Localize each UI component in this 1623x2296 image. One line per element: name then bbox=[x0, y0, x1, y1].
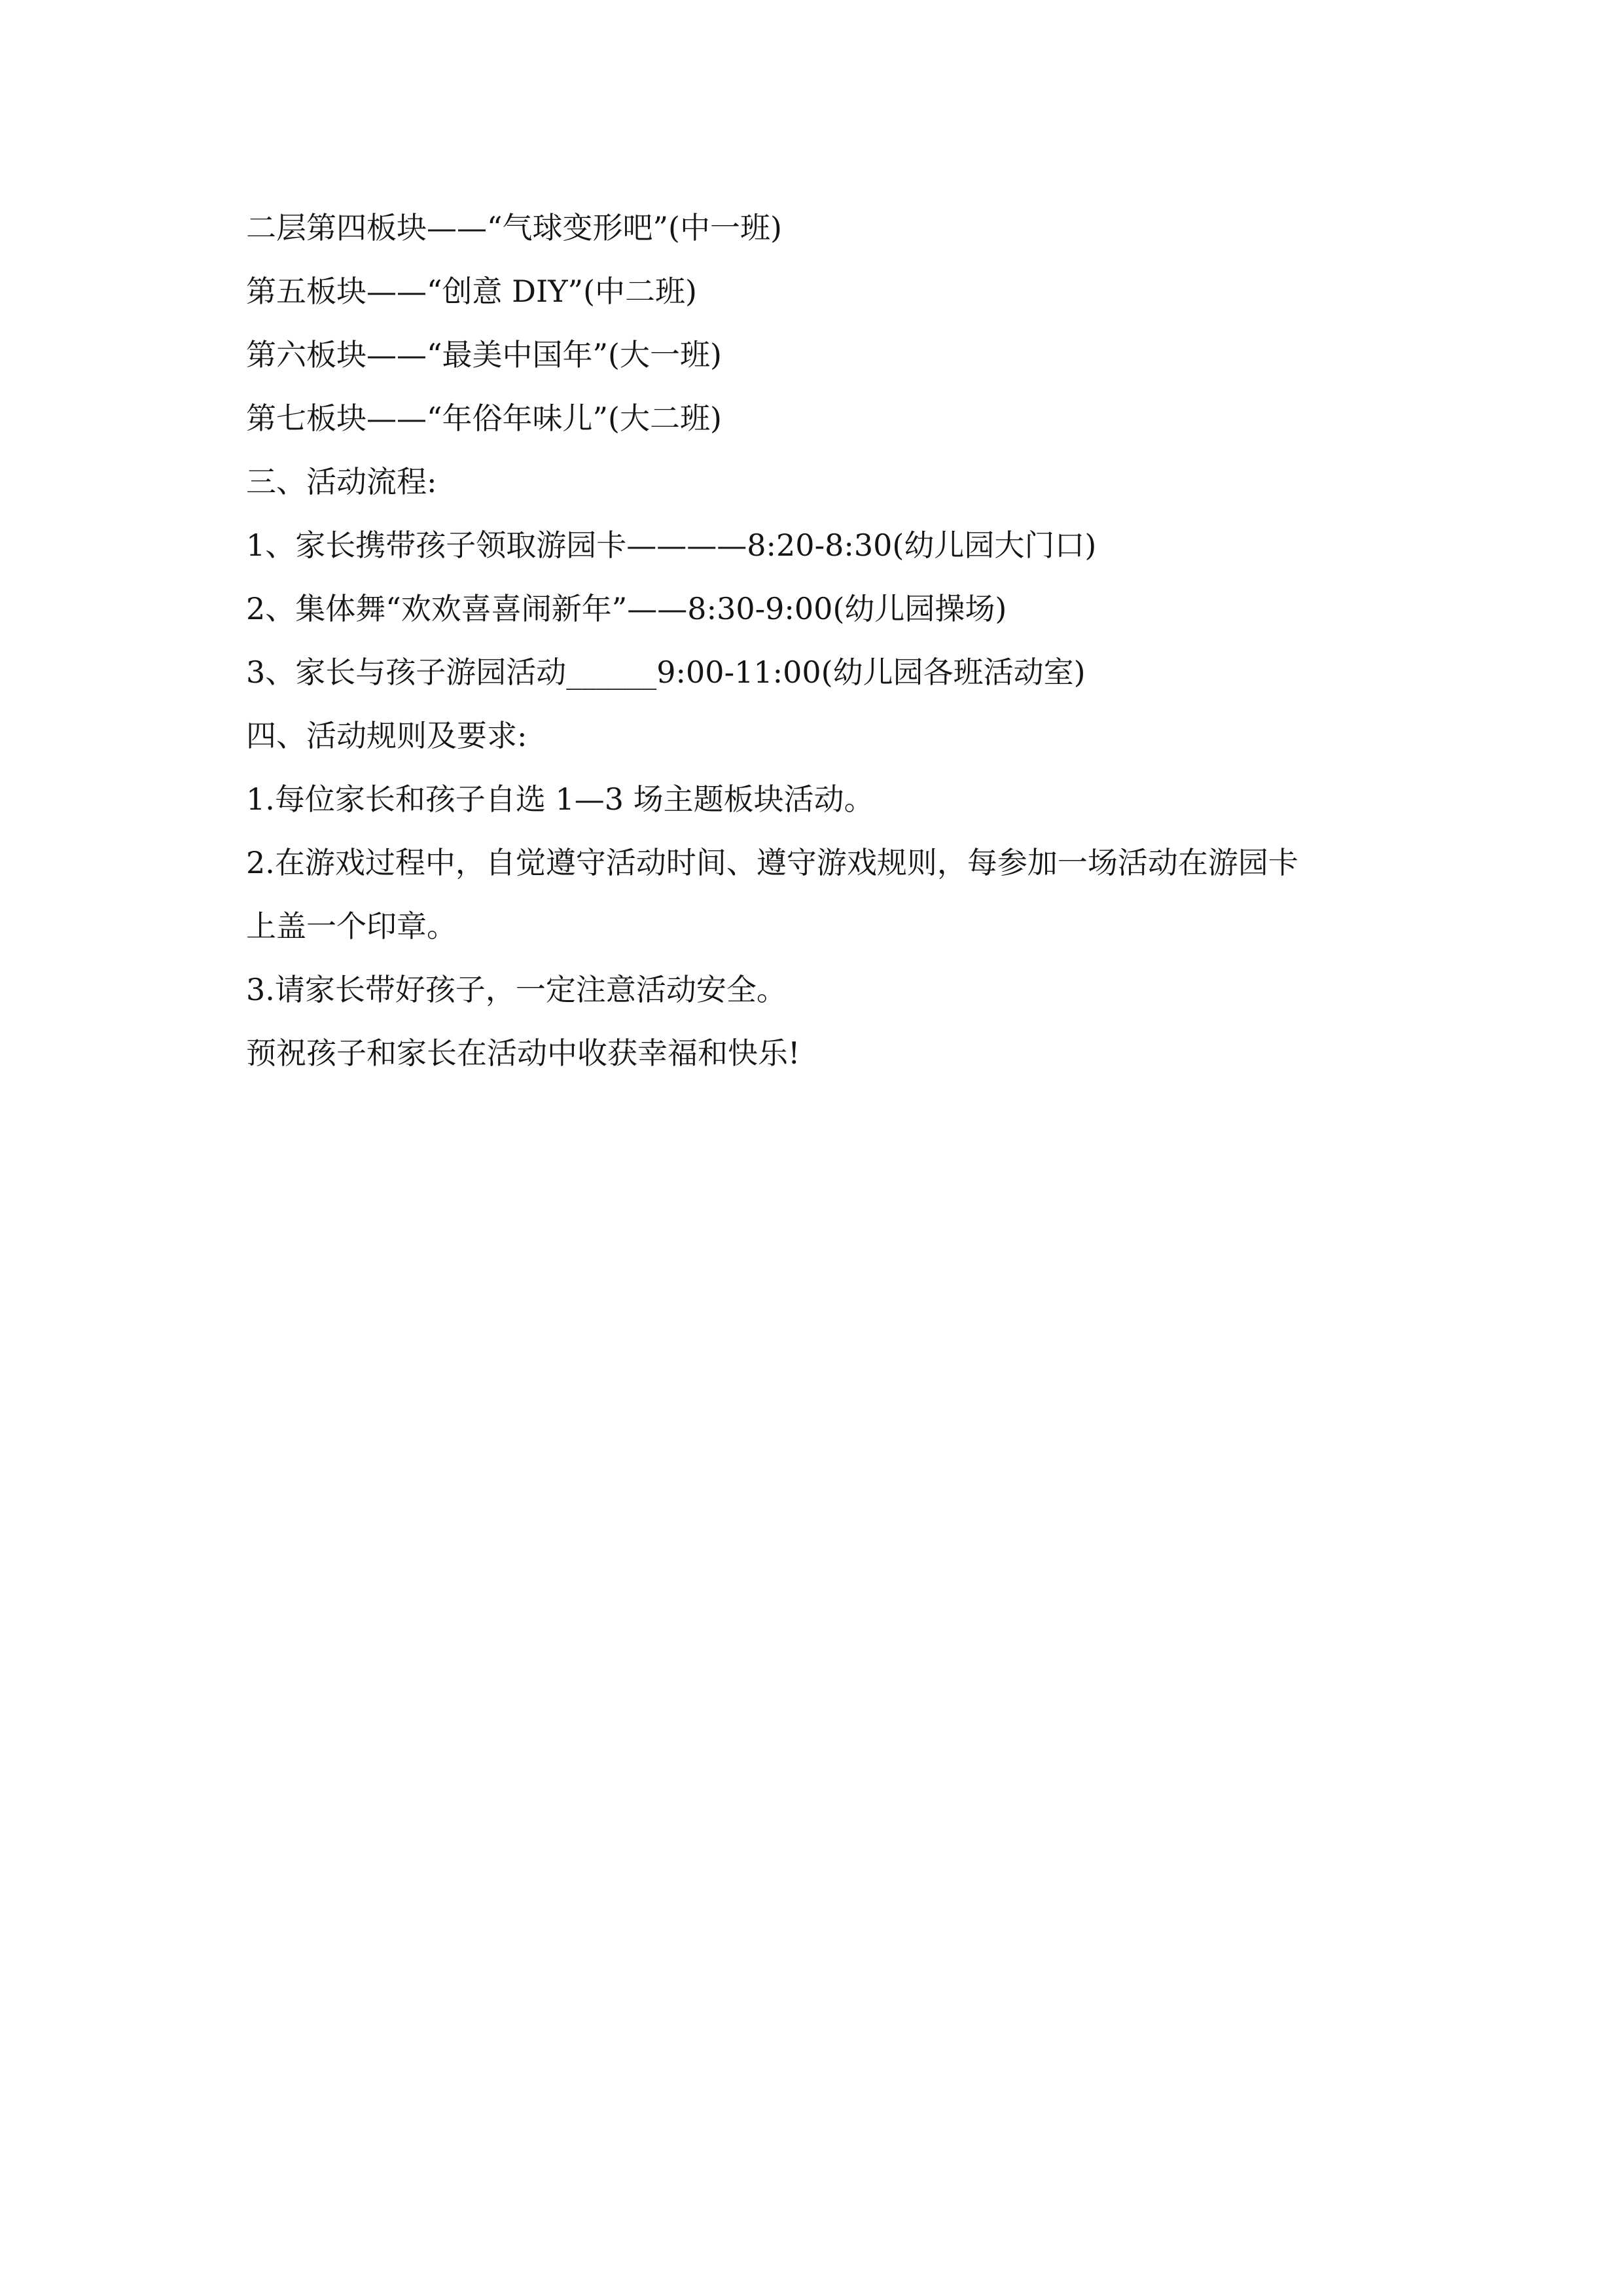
process-step-3: 3、家长与孩子游园活动______9:00-11:00(幼儿园各班活动室) bbox=[246, 655, 1086, 690]
process-step-1: 1、家长携带孩子领取游园卡————8:20-8:30(幼儿园大门口) bbox=[246, 528, 1097, 563]
rule-3: 3.请家长带好孩子，一定注意活动安全。 bbox=[246, 972, 787, 1007]
heading-activity-process: 三、活动流程: bbox=[246, 464, 437, 499]
heading-activity-rules: 四、活动规则及要求: bbox=[246, 718, 527, 753]
closing-wish: 预祝孩子和家长在活动中收获幸福和快乐! bbox=[246, 1035, 800, 1071]
process-step-2: 2、集体舞“欢欢喜喜闹新年”——8:30-9:00(幼儿园操场) bbox=[246, 591, 1007, 626]
document-body bbox=[246, 196, 1411, 1085]
section-item-chinese-new-year: 第六板块——“最美中国年”(大一班) bbox=[246, 337, 722, 372]
section-item-diy: 第五板块——“创意 DIY”(中二班) bbox=[246, 274, 697, 309]
rule-2-continued: 上盖一个印章。 bbox=[246, 908, 457, 944]
section-item-customs: 第七板块——“年俗年味儿”(大二班) bbox=[246, 401, 722, 436]
rule-1: 1.每位家长和孩子自选 1—3 场主题板块活动。 bbox=[246, 781, 874, 817]
rule-2: 2.在游戏过程中，自觉遵守活动时间、遵守游戏规则，每参加一场活动在游园卡 bbox=[246, 845, 1298, 880]
section-item-balloon: 二层第四板块——“气球变形吧”(中一班) bbox=[246, 210, 782, 245]
